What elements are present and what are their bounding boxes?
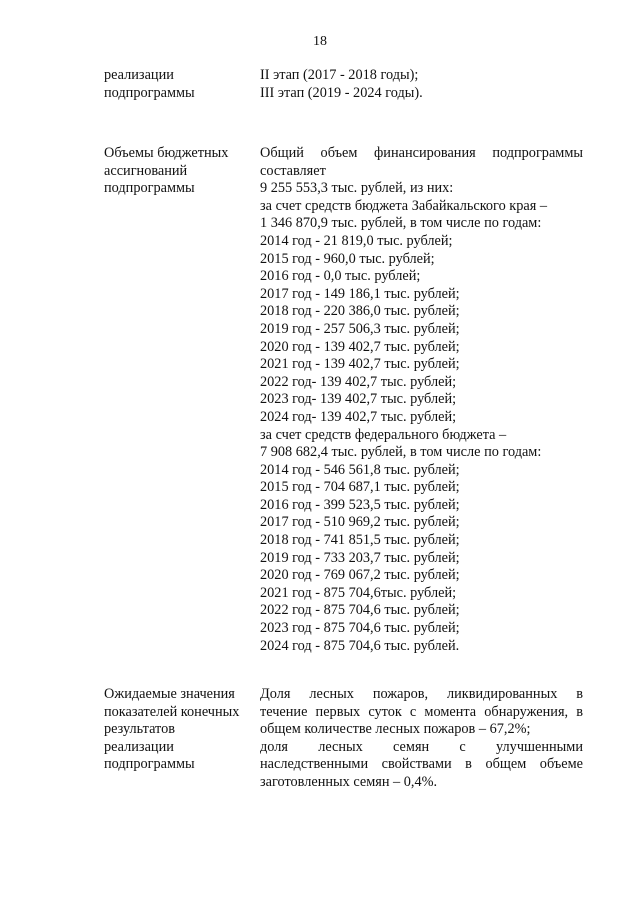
- content-line: 2015 год - 960,0 тыс. рублей;: [260, 250, 435, 267]
- label-line: ассигнований: [104, 162, 188, 179]
- row-content-results: [260, 686, 583, 792]
- content-line: 2016 год - 0,0 тыс. рублей;: [260, 268, 421, 285]
- label-line: Ожидаемые значения: [104, 686, 235, 702]
- label-line: реализации: [104, 738, 174, 755]
- content-line: 2024 год- 139 402,7 тыс. рублей;: [260, 408, 457, 425]
- content-line: 2016 год - 399 523,5 тыс. рублей;: [260, 496, 460, 513]
- label-line: реализации: [104, 67, 174, 83]
- content-line: 2019 год - 733 203,7 тыс. рублей;: [260, 549, 460, 566]
- content-line: 1 346 870,9 тыс. рублей, в том числе по годам:: [260, 215, 542, 232]
- content-line: 2017 год - 510 969,2 тыс. рублей;: [260, 514, 460, 531]
- content-line: 2018 год - 741 851,5 тыс. рублей;: [260, 532, 460, 549]
- content-line: 2014 год - 21 819,0 тыс. рублей;: [260, 232, 453, 249]
- content-line: 2023 год- 139 402,7 тыс. рублей;: [260, 391, 457, 408]
- content-line: 2018 год - 220 386,0 тыс. рублей;: [260, 303, 460, 320]
- label-line: подпрограммы: [104, 756, 195, 773]
- row-content-stages: [260, 67, 583, 102]
- label-line: подпрограммы: [104, 180, 195, 197]
- row-label-stages: [104, 67, 254, 102]
- content-line: 2014 год - 546 561,8 тыс. рублей;: [260, 461, 460, 478]
- content-line: 2017 год - 149 186,1 тыс. рублей;: [260, 285, 460, 302]
- content-line: 2021 год - 875 704,6тыс. рублей;: [260, 584, 457, 601]
- label-line: Объемы бюджетных: [104, 145, 229, 161]
- content-line: Доля лесных пожаров, ликвидированных в: [260, 686, 583, 702]
- content-line: III этап (2019 - 2024 годы).: [260, 84, 423, 101]
- content-line: Общий объем финансирования подпрограммы: [260, 145, 583, 161]
- content-line: 7 908 682,4 тыс. рублей, в том числе по годам:: [260, 444, 542, 461]
- label-line: результатов: [104, 721, 176, 738]
- content-line: 2020 год - 139 402,7 тыс. рублей;: [260, 338, 460, 355]
- content-line: 2015 год - 704 687,1 тыс. рублей;: [260, 479, 460, 496]
- content-line: 9 255 553,3 тыс. рублей, из них:: [260, 180, 454, 197]
- content-line: наследственными свойствами в общем объеме: [260, 756, 583, 773]
- content-line: 2019 год - 257 506,3 тыс. рублей;: [260, 320, 460, 337]
- content-line: 2023 год - 875 704,6 тыс. рублей;: [260, 620, 460, 637]
- content-line: 2022 год- 139 402,7 тыс. рублей;: [260, 373, 457, 390]
- content-line: 2024 год - 875 704,6 тыс. рублей.: [260, 637, 460, 654]
- content-line: 2021 год - 139 402,7 тыс. рублей;: [260, 356, 460, 373]
- content-line: течение первых суток с момента обнаружения, в: [260, 703, 583, 720]
- content-line: общем количестве лесных пожаров – 67,2%;: [260, 721, 531, 738]
- content-line: составляет: [260, 162, 326, 179]
- content-line: за счет средств федерального бюджета –: [260, 426, 507, 443]
- content-line: за счет средств бюджета Забайкальского края –: [260, 197, 548, 214]
- content-line: заготовленных семян – 0,4%.: [260, 773, 438, 790]
- content-line: 2022 год - 875 704,6 тыс. рублей;: [260, 602, 460, 619]
- row-content-budget: [260, 145, 583, 655]
- row-label-budget: [104, 145, 254, 198]
- row-label-results: [104, 686, 254, 774]
- content-line: доля лесных семян с улучшенными: [260, 738, 583, 755]
- content-line: 2020 год - 769 067,2 тыс. рублей;: [260, 567, 460, 584]
- page-number: 18: [313, 34, 327, 49]
- content-line: II этап (2017 - 2018 годы);: [260, 67, 419, 83]
- label-line: показателей конечных: [104, 703, 240, 720]
- label-line: подпрограммы: [104, 84, 195, 101]
